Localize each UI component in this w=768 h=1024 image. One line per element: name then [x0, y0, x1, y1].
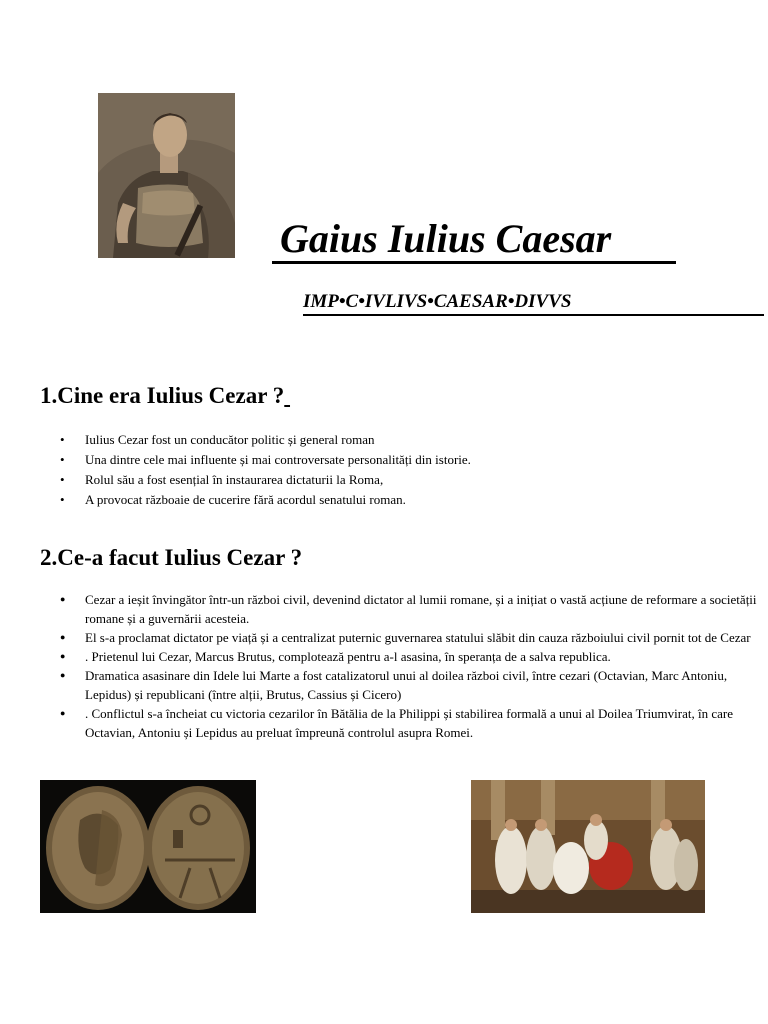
list-item-text: Rolul său a fost esențial în instaurarea dictaturii la Roma, — [85, 472, 384, 487]
section2-list — [40, 590, 768, 742]
page-title: Gaius Iulius Caesar — [272, 214, 676, 264]
list-item-text: El s-a proclamat dictator pe viață și a centralizat puternic guvernarea statului slăbit din cauza războiului civil pornit tot de Cezar — [85, 630, 751, 645]
list-item — [40, 647, 768, 666]
list-item-text: . Conflictul s-a încheiat cu victoria cezarilor în Bătălia de la Philippi și stabilirea formală a unui al Doilea Triumvirat, în care Octavian, Antoniu și Lepidus au preluat împreună controlul asupra Romei. — [85, 706, 733, 740]
caesar-coins-image — [40, 780, 256, 913]
list-item — [40, 450, 740, 470]
bullet: • — [60, 432, 65, 447]
list-item — [40, 628, 768, 647]
list-item-text: A provocat războaie de cucerire fără acordul senatului roman. — [85, 492, 406, 507]
list-item — [40, 590, 768, 628]
assassination-painting-image — [471, 780, 705, 913]
bullet: ● — [60, 708, 66, 718]
bullet: • — [60, 452, 65, 467]
bullet: ● — [60, 670, 66, 680]
list-item-text: Dramatica asasinare din Idele lui Marte a fost catalizatorul unui al doilea război civil, între cezari (Octavian, Marc Antoniu, Lepidus) și republicani (între alții, Brutus, Cassius și Cicero) — [85, 668, 728, 702]
section2-heading: 2.Ce-a facut Iulius Cezar ? — [40, 545, 303, 570]
list-item — [40, 704, 768, 742]
list-item-text: Iulius Cezar fost un conducător politic și general roman — [85, 432, 375, 447]
caesar-portrait-image — [98, 93, 235, 258]
bullet: ● — [60, 632, 66, 642]
section1-heading — [40, 382, 290, 410]
list-item-text: Una dintre cele mai influente și mai controversate personalități din istorie. — [85, 452, 471, 467]
list-item — [40, 490, 740, 510]
section1-heading-text: 1.Cine era Iulius Cezar ? — [40, 383, 285, 408]
bullet: • — [60, 472, 65, 487]
list-item — [40, 666, 768, 704]
bullet: ● — [60, 594, 66, 604]
motto-inscription: IMP•C•IVLIVS•CAESAR•DIVVS — [303, 290, 764, 316]
bullet: ● — [60, 651, 66, 661]
list-item — [40, 430, 740, 450]
list-item — [40, 470, 740, 490]
bullet: • — [60, 492, 65, 507]
section1-list — [40, 430, 740, 510]
list-item-text: Cezar a ieșit învingător într-un război civil, devenind dictator al lumii romane, și a inițiat o vastă acțiune de reformare a societății romane și a guvernării acesteia. — [85, 592, 757, 626]
section1-heading-underline — [284, 383, 290, 408]
list-item-text: . Prietenul lui Cezar, Marcus Brutus, complotează pentru a-l asasina, în speranța de a salva republica. — [85, 649, 611, 664]
